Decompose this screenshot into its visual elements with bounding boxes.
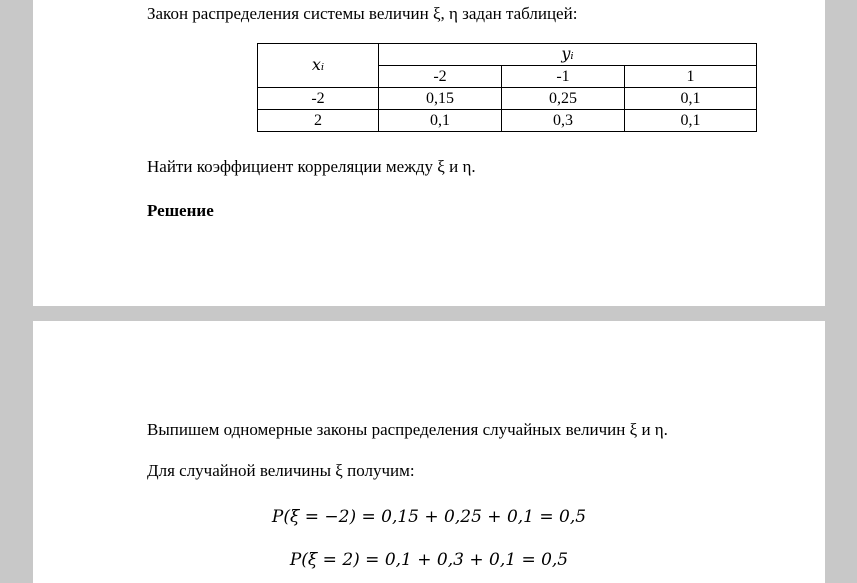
y-value-cell: -1 xyxy=(502,66,625,88)
probability-cell: 0,1 xyxy=(625,110,757,132)
solution-heading: Решение xyxy=(147,201,214,220)
table-row xyxy=(258,110,757,132)
probability-cell: 0,15 xyxy=(379,88,502,110)
table-row xyxy=(258,88,757,110)
x-value-cell: 2 xyxy=(258,110,379,132)
y-value-cell: 1 xyxy=(625,66,757,88)
distribution-table xyxy=(257,43,757,132)
probability-cell: 0,1 xyxy=(625,88,757,110)
probability-cell: 0,25 xyxy=(502,88,625,110)
column-header-y: yᵢ xyxy=(379,44,757,66)
probability-cell: 0,1 xyxy=(379,110,502,132)
paragraph-xi: Для случайной величины ξ получим: xyxy=(147,461,415,480)
document-page-1 xyxy=(33,0,825,306)
problem-statement: Закон распределения системы величин ξ, η задан таблицей: xyxy=(147,4,578,23)
y-value-cell: -2 xyxy=(379,66,502,88)
document-page-2 xyxy=(33,321,825,583)
equation-p-xi-2: P(ξ = 2) = 0,1 + 0,3 + 0,1 = 0,5 xyxy=(289,550,569,570)
probability-cell: 0,3 xyxy=(502,110,625,132)
x-value-cell: -2 xyxy=(258,88,379,110)
task-text: Найти коэффициент корреляции между ξ и η. xyxy=(147,157,476,176)
equation-p-xi-minus-2: P(ξ = −2) = 0,15 + 0,25 + 0,1 = 0,5 xyxy=(271,507,587,527)
paragraph-marginal-laws: Выпишем одномерные законы распределения случайных величин ξ и η. xyxy=(147,420,668,439)
row-header-x: xᵢ xyxy=(258,44,379,88)
